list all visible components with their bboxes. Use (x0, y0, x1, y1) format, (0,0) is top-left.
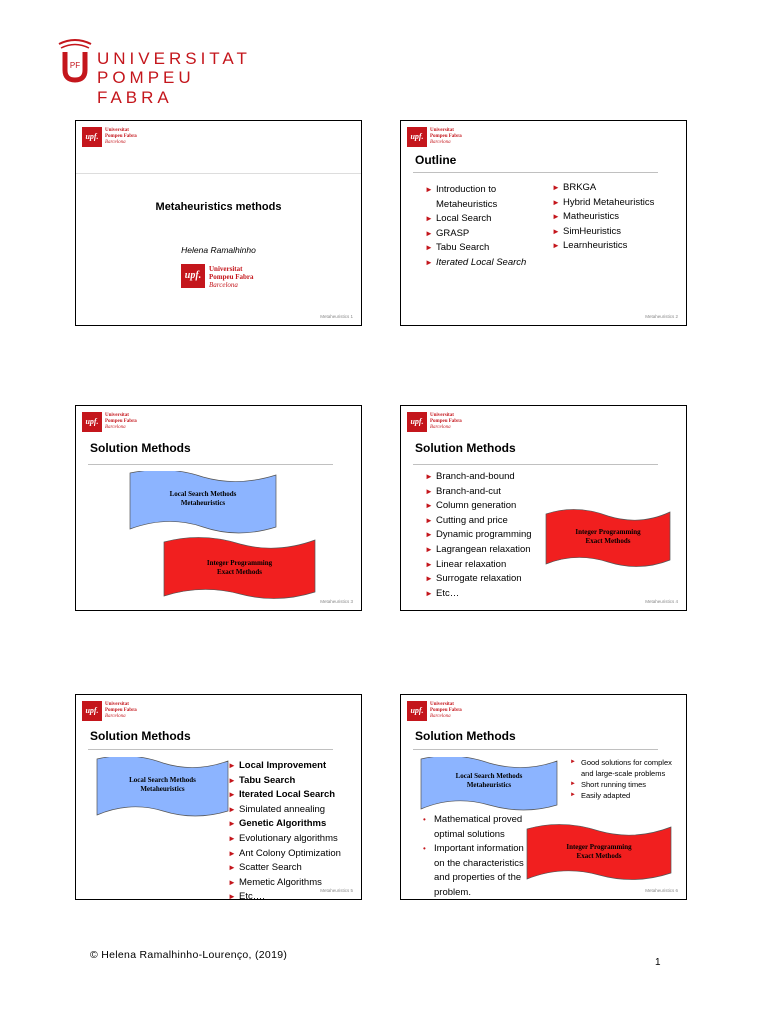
upf-mark-icon: upf. (407, 701, 427, 721)
list-item: ► Column generation (425, 500, 517, 512)
slide-logo: upf. Universitat Pompeu Fabra Barcelona (82, 127, 152, 149)
list-item: ► BRKGA (552, 182, 597, 193)
upf-mark-icon: upf. (82, 701, 102, 721)
list-item: ► Genetic Algorithms (228, 818, 327, 830)
metaheuristics-list (228, 759, 358, 905)
banner-integer-programming: Integer Programming Exact Methods (525, 823, 673, 885)
list-item: ► Branch-and-bound (425, 471, 515, 482)
list-item: ► Ant Colony Optimization (228, 847, 341, 859)
upf-mark-icon: upf. (82, 127, 102, 147)
slide-footer: Metaheuristics 6 (645, 888, 678, 893)
list-item: ► Lagrangean relaxation (425, 543, 531, 555)
slide-title: Outline (415, 153, 457, 167)
slide-title: Metaheuristics methods (155, 201, 282, 213)
list-item: ► Scatter Search (228, 862, 302, 874)
slide-title: Solution Methods (90, 441, 191, 455)
upf-barcelona-logo: upf. Universitat Pompeu Fabra Barcelona (181, 264, 266, 290)
list-item: ► Learnheuristics (552, 240, 628, 252)
upf-mark-icon: upf. (407, 412, 427, 432)
university-name-line1: UNIVERSITAT (97, 49, 251, 68)
list-item: ► Good solutions for complex and large-scale problems (570, 758, 672, 778)
slide-logo: upf. Universitat Pompeu Fabra Barcelona (407, 127, 477, 149)
list-item: • Mathematical proved optimal solutions (423, 814, 523, 840)
banner-integer-programming: Integer Programming Exact Methods (544, 508, 672, 572)
list-item: ► Evolutionary algorithms (228, 832, 338, 844)
exact-advantages-list (423, 813, 533, 901)
outline-list-right (552, 181, 682, 254)
slide-title: Solution Methods (90, 729, 191, 743)
slide-footer: Metaheuristics 1 (320, 314, 353, 319)
slide-title: Solution Methods (415, 441, 516, 455)
banner-local-search: Local Search Methods Metaheuristics (95, 757, 230, 821)
exact-methods-list (425, 470, 555, 601)
university-name-line2: POMPEU FABRA (97, 68, 195, 107)
list-item: ► SimHeuristics (552, 225, 622, 237)
slide-logo: upf. Universitat Pompeu Fabra Barcelona (82, 701, 152, 723)
slide-logo: upf. Universitat Pompeu Fabra Barcelona (407, 701, 477, 723)
list-item: ► Cutting and price (425, 514, 508, 526)
list-item: ► Etc…. (228, 891, 265, 903)
list-item: ► Branch-and-cut (425, 485, 501, 497)
copyright-notice: © Helena Ramalhinho-Lourenço, (2019) (90, 949, 288, 961)
slide-2 (400, 120, 687, 326)
upf-mark-icon: upf. (82, 412, 102, 432)
list-item: ► Linear relaxation (425, 558, 507, 570)
slide-footer: Metaheuristics 4 (645, 599, 678, 604)
list-item: ► Iterated Local Search (425, 256, 527, 268)
slide-6 (400, 694, 687, 900)
list-item: ► Memetic Algorithms (228, 876, 322, 888)
list-item: ► Short running times (570, 780, 647, 789)
advantages-list (570, 757, 685, 801)
banner-integer-programming: Integer Programming Exact Methods (162, 536, 317, 604)
list-item: ► Etc… (425, 587, 460, 599)
author-name: Helena Ramalhinho (181, 245, 256, 255)
page-number: 1 (655, 957, 661, 968)
list-item: ► Introduction to Metaheuristics (425, 184, 498, 210)
svg-text:PF: PF (69, 61, 81, 70)
list-item: • Important information on the characteristics and properties of the problem. (423, 843, 524, 898)
slide-footer: Metaheuristics 2 (645, 314, 678, 319)
slide-1 (75, 120, 362, 326)
list-item: ► Dynamic programming (425, 529, 532, 541)
upf-mark-icon: upf. (407, 127, 427, 147)
slide-title: Solution Methods (415, 729, 516, 743)
list-item: ► Local Search (425, 213, 492, 225)
banner-local-search: Local Search Methods Metaheuristics (128, 471, 278, 539)
list-item: ► Simulated annealing (228, 803, 326, 815)
slide-logo: upf. Universitat Pompeu Fabra Barcelona (407, 412, 477, 434)
upf-emblem-icon (57, 38, 93, 84)
list-item: ► GRASP (425, 227, 470, 239)
banner-local-search: Local Search Methods Metaheuristics (419, 757, 559, 815)
list-item: ► Iterated Local Search (228, 789, 336, 801)
slide-logo: upf. Universitat Pompeu Fabra Barcelona (82, 412, 152, 434)
slide-footer: Metaheuristics 5 (320, 888, 353, 893)
list-item: ► Matheuristics (552, 211, 619, 223)
slide-4 (400, 405, 687, 611)
list-item: ► Surrogate relaxation (425, 573, 522, 585)
list-item: ► Tabu Search (425, 242, 490, 254)
outline-list-left (425, 183, 545, 271)
slide-5 (75, 694, 362, 903)
list-item: ► Easily adapted (570, 791, 631, 800)
list-item: ► Local Improvement (228, 760, 327, 771)
slide-footer: Metaheuristics 3 (320, 599, 353, 604)
list-item: ► Tabu Search (228, 774, 296, 786)
upf-logo (57, 38, 251, 107)
list-item: ► Hybrid Metaheuristics (552, 196, 655, 208)
slide-3 (75, 405, 362, 611)
